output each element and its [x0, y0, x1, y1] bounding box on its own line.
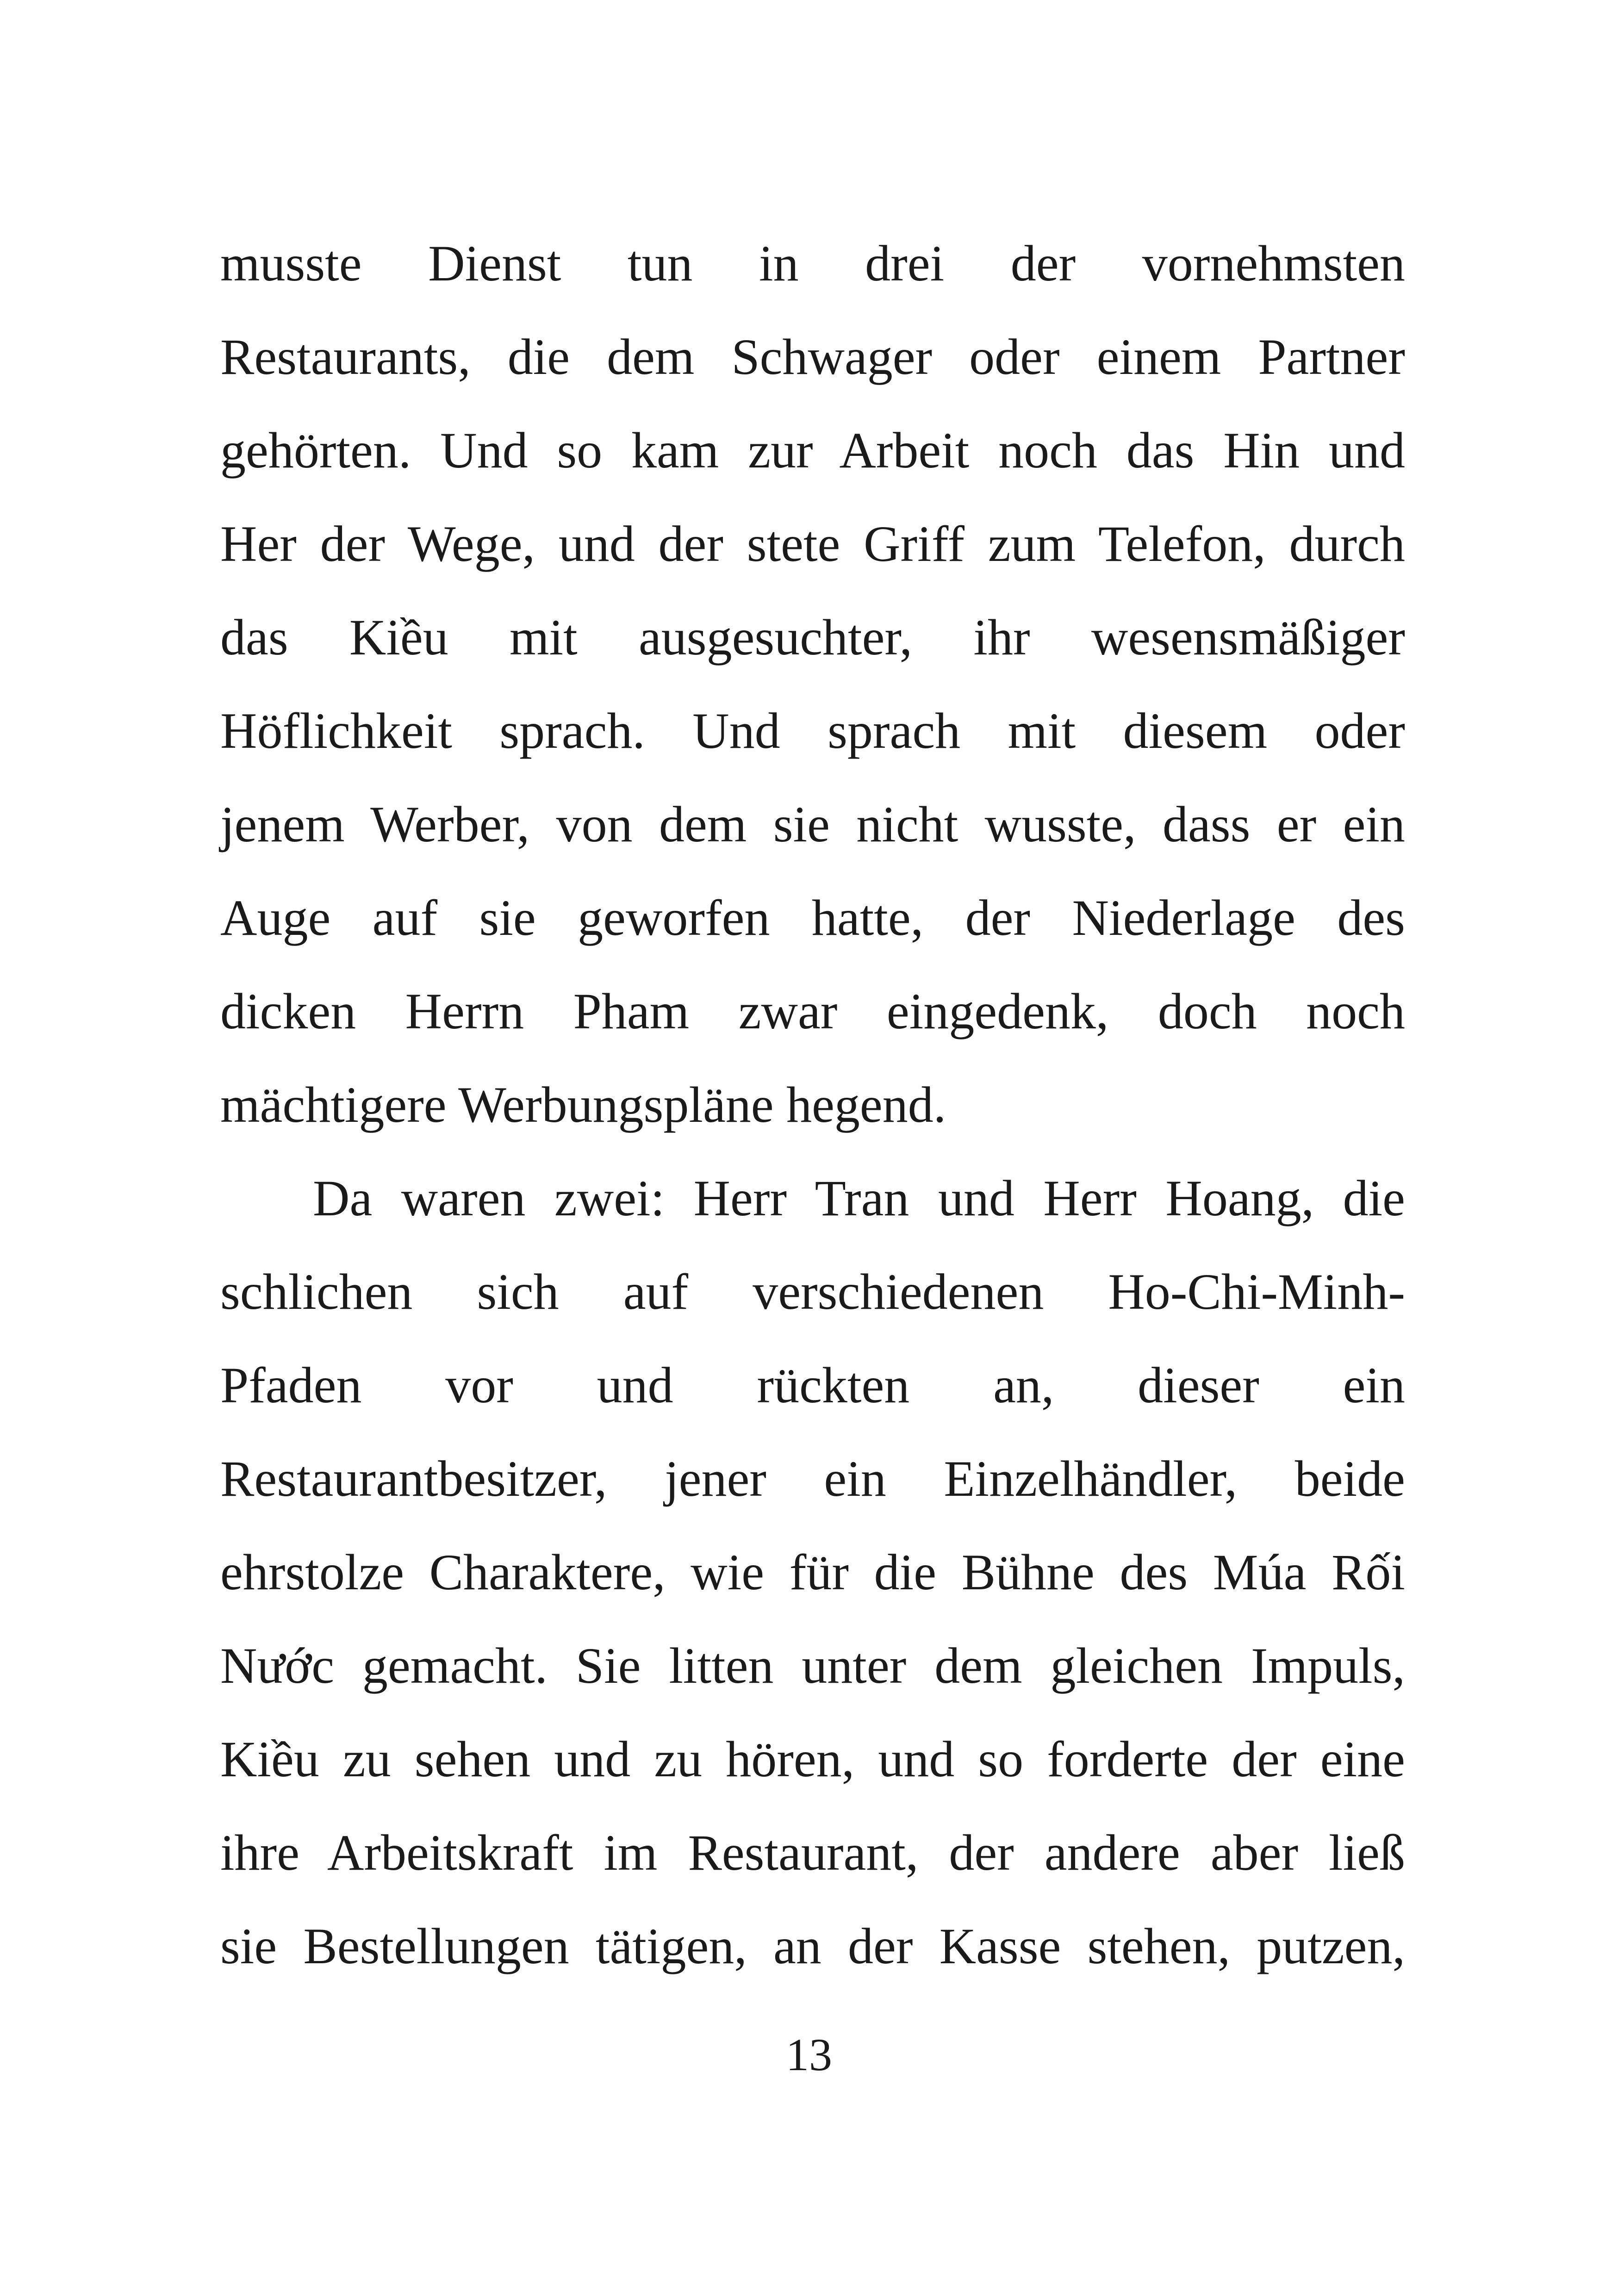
body-text [220, 217, 1405, 1993]
text-line: schlichen sich auf verschiedenen Ho-Chi-Minh- [220, 1263, 1405, 1320]
text-line: Nước gemacht. Sie litten unter dem gleichen Impuls, [220, 1637, 1405, 1694]
text-line: jenem Werber, von dem sie nicht wusste, dass er ein [220, 796, 1405, 852]
text-line: Restaurants, die dem Schwager oder einem Partner [220, 329, 1405, 385]
text-line: das Kiều mit ausgesuchter, ihr wesensmäßiger [220, 609, 1405, 666]
text-line: dicken Herrn Pham zwar eingedenk, doch noch [220, 983, 1405, 1039]
text-line: ihre Arbeitskraft im Restaurant, der andere aber ließ [220, 1824, 1405, 1881]
text-line: mächtigere Werbungspläne hegend. [220, 1076, 946, 1133]
text-line: ehrstolze Charaktere, wie für die Bühne des Múa Rối [220, 1544, 1405, 1600]
text-line: Her der Wege, und der stete Griff zum Telefon, durch [220, 516, 1405, 572]
text-line: Kiều zu sehen und zu hören, und so forderte der eine [220, 1731, 1405, 1787]
text-line: Höflichkeit sprach. Und sprach mit diesem oder [220, 703, 1405, 759]
text-line: musste Dienst tun in drei der vornehmsten [220, 235, 1405, 292]
page-number: 13 [786, 2029, 832, 2080]
text-line: Auge auf sie geworfen hatte, der Niederlage des [220, 890, 1405, 946]
text-line: sie Bestellungen tätigen, an der Kasse stehen, putzen, [220, 1918, 1405, 1974]
text-line: gehörten. Und so kam zur Arbeit noch das Hin und [220, 422, 1405, 479]
paragraph-1 [220, 217, 1405, 1151]
paragraph-2 [220, 1151, 1405, 1993]
text-line: Pfaden vor und rückten an, dieser ein [220, 1357, 1405, 1413]
text-line: Da waren zwei: Herr Tran und Herr Hoang, die [313, 1170, 1405, 1226]
text-line: Restaurantbesitzer, jener ein Einzelhändler, beide [220, 1450, 1405, 1507]
